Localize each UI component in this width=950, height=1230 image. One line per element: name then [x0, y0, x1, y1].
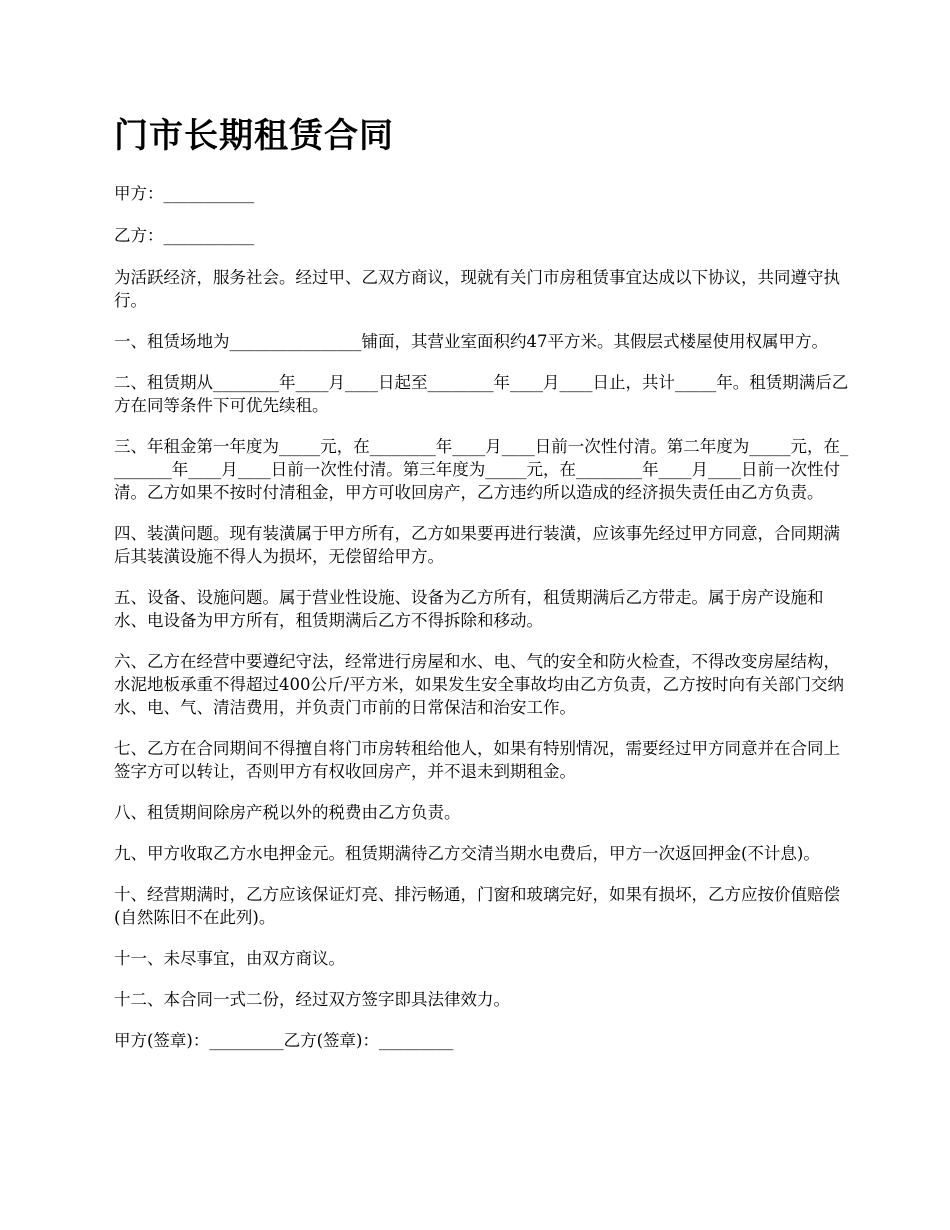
party-a-line: 甲方：___________: [114, 184, 255, 203]
signature-line: 甲方(签章)：_________乙方(签章)：_________: [114, 1031, 454, 1050]
clause-10: 十、经营期满时，乙方应该保证灯亮、排污畅通，门窗和玻璃完好，如果有损坏，乙方应按价值赔偿(自然陈旧不在此列)。: [114, 885, 840, 927]
clause-3: 三、年租金第一年度为_____元，在________年____月____日前一次性付清。第二年度为_____元，在________年____月____日前一次性付清。第三年度为_____元，在________年____月____日前一次性付清。乙方如果不按时付清租金，甲方可收回房产，乙方违约所以造成的经济损失责任由乙方负责。: [114, 437, 849, 502]
clause-11: 十一、未尽事宜，由双方商议。: [114, 949, 345, 968]
clause-6: 六、乙方在经营中要遵纪守法，经常进行房屋和水、电、气的安全和防火检查，不得改变房屋结构，水泥地板承重不得超过400公斤/平方米，如果发生安全事故均由乙方负责，乙方按时向有关部门交纳水、电、气、清洁费用，并负责门市前的日常保洁和治安工作。: [114, 652, 845, 717]
clause-8: 八、租赁期间除房产税以外的税费由乙方负责。: [114, 803, 461, 822]
party-b-line: 乙方：___________: [114, 226, 255, 245]
clause-1: 一、租赁场地为________________铺面，其营业室面积约47平方米。其假层式楼屋使用权属甲方。: [114, 332, 828, 351]
clause-12: 十二、本合同一式二份，经过双方签字即具法律效力。: [114, 990, 510, 1009]
contract-document: [114, 112, 854, 1070]
clause-9: 九、甲方收取乙方水电押金元。租赁期满待乙方交清当期水电费后，甲方一次返回押金(不计息)。: [114, 844, 820, 863]
clause-5: 五、设备、设施问题。属于营业性设施、设备为乙方所有，租赁期满后乙方带走。属于房产设施和水、电设备为甲方所有，租赁期满后乙方不得拆除和移动。: [114, 588, 824, 630]
document-title: 门市长期租赁合同: [114, 116, 394, 156]
intro-paragraph: 为活跃经济，服务社会。经过甲、乙双方商议，现就有关门市房租赁事宜达成以下协议，共同遵守执行。: [114, 268, 840, 310]
clause-2: 二、租赁期从________年____月____日起至________年____月____日止，共计_____年。租赁期满后乙方在同等条件下可优先续租。: [114, 373, 849, 415]
clause-7: 七、乙方在合同期间不得擅自将门市房转租给他人，如果有特别情况，需要经过甲方同意并在合同上签字方可以转让，否则甲方有权收回房产，并不退未到期租金。: [114, 739, 840, 781]
clause-4: 四、装潢问题。现有装潢属于甲方所有，乙方如果要再进行装潢，应该事先经过甲方同意，合同期满后其装潢设施不得人为损坏，无偿留给甲方。: [114, 524, 840, 566]
